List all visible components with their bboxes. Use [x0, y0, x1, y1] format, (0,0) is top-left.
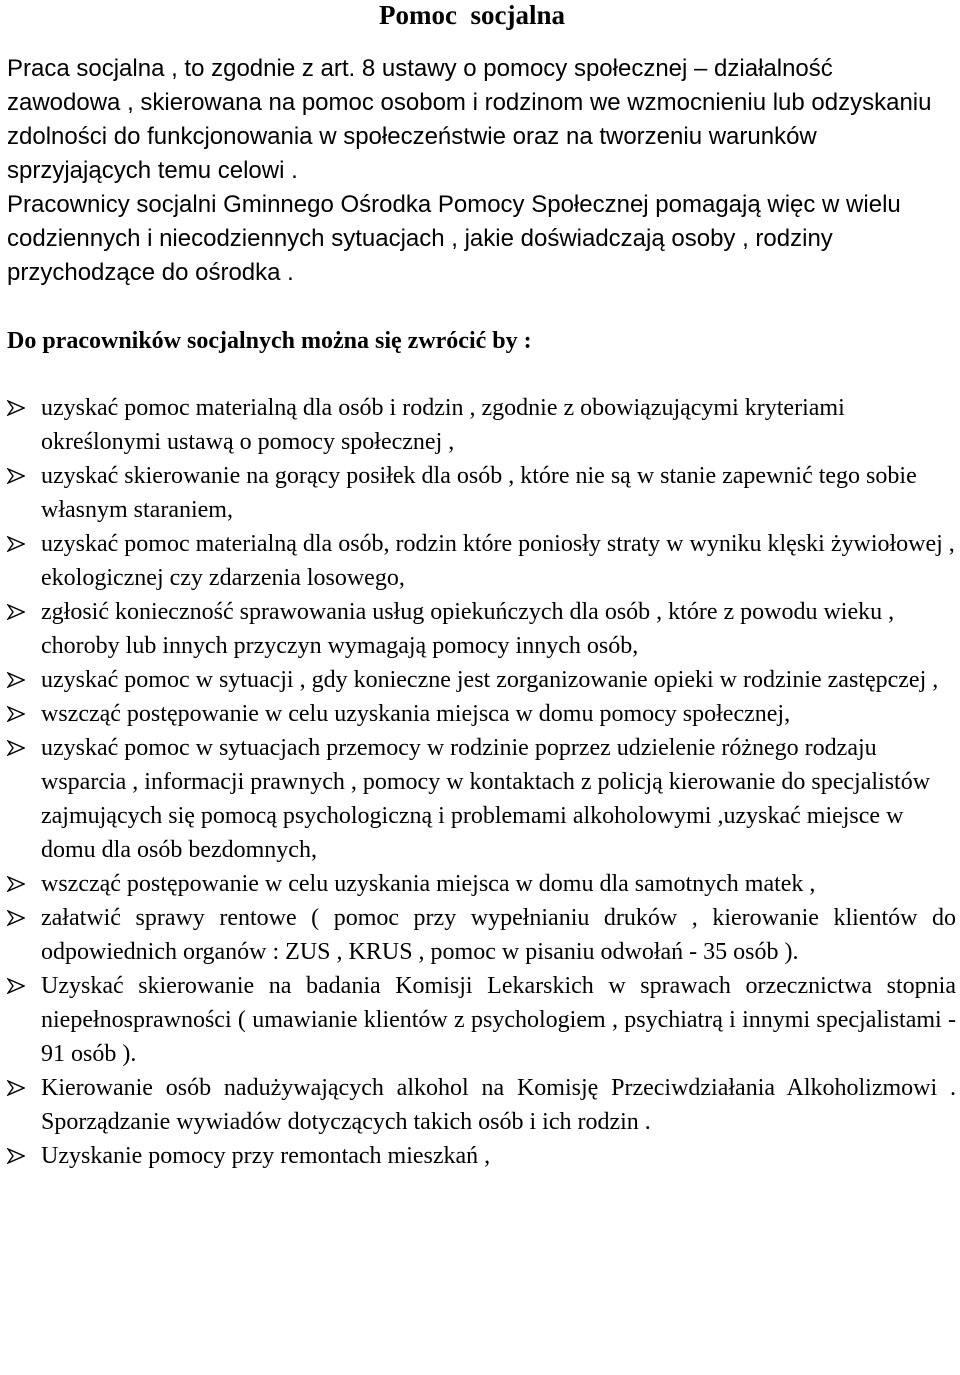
- list-item-text: wszcząć postępowanie w celu uzyskania miejsca w domu pomocy społecznej,: [41, 701, 791, 727]
- intro-paragraph-workers: Pracownicy socjalni Gminnego Ośrodka Pomocy Społecznej pomagają więc w wielu codziennych i niecodziennych sytuacjach , jakie doświadczają osoby , rodziny przychodzące do ośrodka .: [7, 191, 901, 286]
- intro-paragraph-definition: Praca socjalna , to zgodnie z art. 8 ustawy o pomocy społecznej – działalność zawodowa , skierowana na pomoc osobom i rodzinom we wzmocnieniu lub odzyskaniu zdolności do funkcjonowania w społeczeństwie oraz na tworzeniu warunków sprzyjających temu celowi .: [7, 55, 932, 184]
- arrowhead-bullet-icon: [7, 468, 25, 484]
- list-item: [7, 697, 956, 731]
- arrowhead-bullet-icon: [7, 706, 25, 722]
- list-item-text: Uzyskanie pomocy przy remontach mieszkań ,: [41, 1143, 491, 1169]
- services-list: [7, 391, 957, 1173]
- arrowhead-bullet-icon: [7, 672, 25, 688]
- arrowhead-bullet-icon: [7, 1148, 25, 1164]
- services-subheading: Do pracowników socjalnych można się zwrócić by :: [7, 328, 532, 354]
- arrowhead-bullet-icon: [7, 910, 25, 926]
- list-item-text: załatwić sprawy rentowe ( pomoc przy wypełnianiu druków , kierowanie klientów do odpowiednich organów : ZUS , KRUS , pomoc w pisaniu odwołań - 35 osób ).: [41, 905, 956, 965]
- list-item: [7, 459, 956, 527]
- list-item-text: zgłosić konieczność sprawowania usług opiekuńczych dla osób , które z powodu wieku , choroby lub innych przyczyn wymagają pomocy innych osób,: [41, 599, 895, 659]
- arrowhead-bullet-icon: [7, 1080, 25, 1096]
- arrowhead-bullet-icon: [7, 876, 25, 892]
- list-item-text: Kierowanie osób nadużywających alkohol na Komisję Przeciwdziałania Alkoholizmowi . Sporządzanie wywiadów dotyczących takich osób i ich rodzin .: [41, 1075, 956, 1135]
- list-item: [7, 731, 956, 867]
- list-item-text: uzyskać pomoc w sytuacjach przemocy w rodzinie poprzez udzielenie różnego rodzaju wsparcia , informacji prawnych , pomocy w kontaktach z policją kierowanie do specjalistów zajmujących się pomocą psychologiczną i problemami alkoholowymi ,uzyskać miejsce w domu dla osób bezdomnych,: [41, 735, 931, 863]
- arrowhead-bullet-icon: [7, 978, 25, 994]
- list-item: [7, 867, 956, 901]
- list-item: [7, 391, 956, 459]
- list-item-text: wszcząć postępowanie w celu uzyskania miejsca w domu dla samotnych matek ,: [41, 871, 816, 897]
- list-item: [7, 1071, 956, 1139]
- document-title: Pomoc socjalna: [379, 0, 565, 30]
- arrowhead-bullet-icon: [7, 400, 25, 416]
- intro-section: [7, 52, 952, 290]
- list-item-text: uzyskać skierowanie na gorący posiłek dla osób , które nie są w stanie zapewnić tego sobie własnym staraniem,: [41, 463, 917, 523]
- list-item-text: Uzyskać skierowanie na badania Komisji Lekarskich w sprawach orzecznictwa stopnia niepełnosprawności ( umawianie klientów z psychologiem , psychiatrą i innymi specjalistami - 91 osób ).: [41, 973, 956, 1067]
- list-item: [7, 595, 956, 663]
- list-item: [7, 1139, 956, 1173]
- list-item: [7, 527, 956, 595]
- document-page: [7, 0, 957, 1173]
- list-item: [7, 663, 956, 697]
- list-item-text: uzyskać pomoc w sytuacji , gdy konieczne jest zorganizowanie opieki w rodzinie zastępczej ,: [41, 667, 939, 693]
- list-item-text: uzyskać pomoc materialną dla osób i rodzin , zgodnie z obowiązującymi kryteriami określonymi ustawą o pomocy społecznej ,: [41, 395, 845, 455]
- list-item: [7, 901, 956, 969]
- list-item: [7, 969, 956, 1071]
- arrowhead-bullet-icon: [7, 740, 25, 756]
- arrowhead-bullet-icon: [7, 604, 25, 620]
- arrowhead-bullet-icon: [7, 536, 25, 552]
- list-item-text: uzyskać pomoc materialną dla osób, rodzin które poniosły straty w wyniku klęski żywiołowej , ekologicznej czy zdarzenia losowego,: [41, 531, 955, 591]
